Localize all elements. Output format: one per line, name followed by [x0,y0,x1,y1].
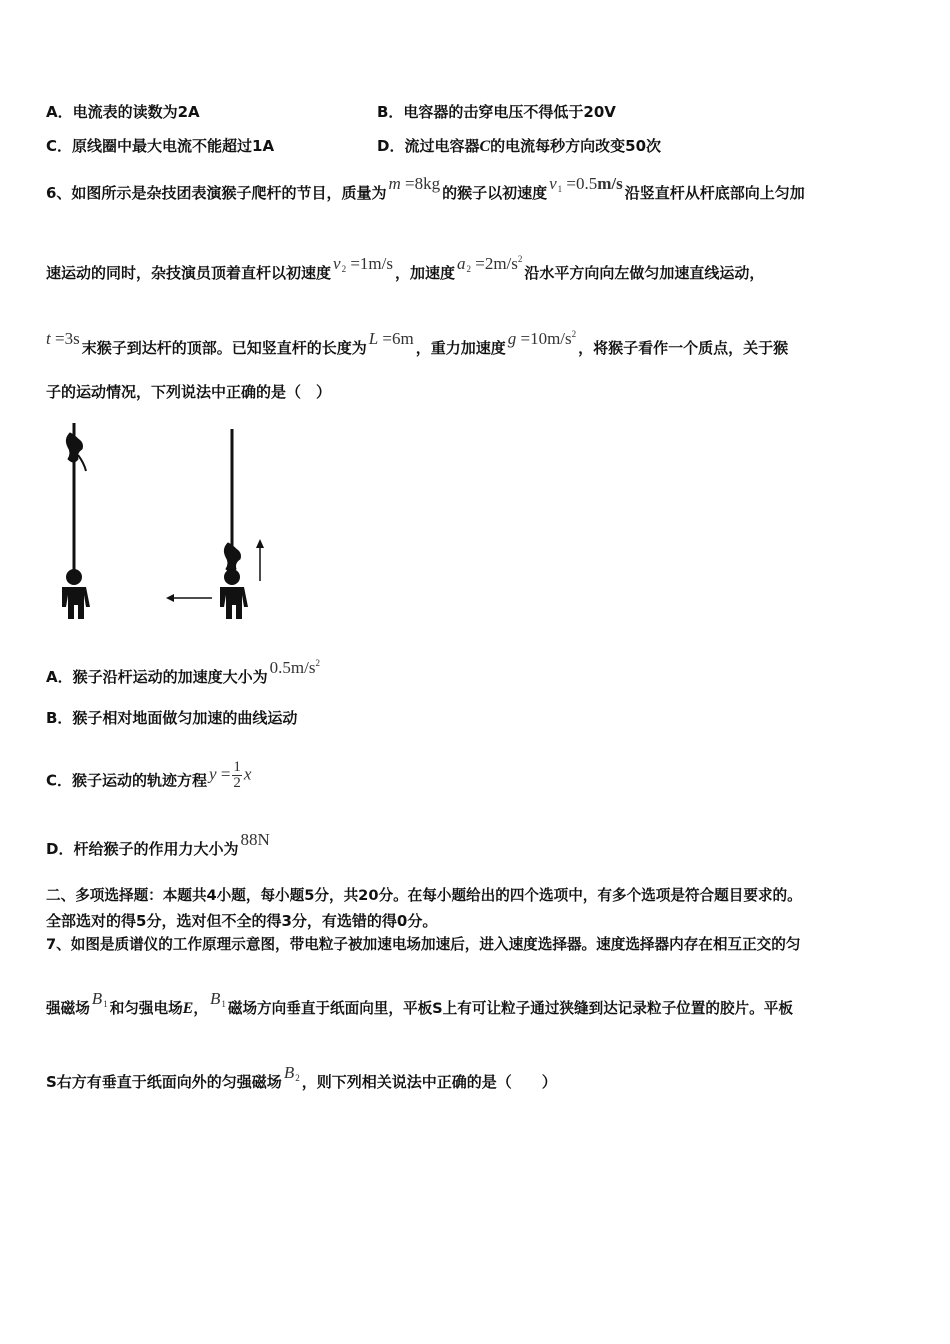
section2-header-line-2: 全部选对的得5分，选对但不全的得3分，有选错的得0分。 [46,912,438,930]
q7-e: E [182,1000,194,1017]
q6-text: ，加速度 [394,264,455,282]
right-scene [220,429,248,619]
q5-option-d-prefix: D．流过电容器 [377,137,480,155]
q7-b1: $B_1$ [91,989,108,1009]
q6-text: 沿水平方向向左做匀加速直线运动， [524,264,765,282]
q7-b1-repeat: $B_1$ [209,989,226,1009]
q6-text: 6、如图所示是杂技团表演猴子爬杆的节目，质量为 [46,184,387,202]
q6-stem-line-3 [46,329,789,358]
q6-text: 沿竖直杆从杆底部向上匀加 [624,184,805,202]
q6-length: L =6m [368,329,414,348]
q5-option-b: B．电容器的击穿电压不得低于20V [377,103,616,121]
monkey-pole-figure [40,415,280,625]
q6-option-b: B．猴子相对地面做匀加速的曲线运动 [46,709,298,727]
q6-stem-line-1 [46,174,805,208]
q5-option-d-var: C [479,138,491,155]
q6-time: t =3s [46,329,80,348]
q6-text: ，将猴子看作一个质点，关于猴 [578,339,789,357]
q5-option-c: C．原线圈中最大电流不能超过1A [46,137,275,155]
q6-option-d-value: 88N [240,830,270,849]
q6-text: ，重力加速度 [415,339,506,357]
q6-text: 末猴子到达杆的顶部。已知竖直杆的长度为 [81,339,367,357]
vertical-arrow [256,539,264,581]
q6-text: 速运动的同时，杂技演员顶着直杆以初速度 [46,264,332,282]
q7-stem-line-1: 7、如图是质谱仪的工作原理示意图，带电粒子被加速电场加速后，进入速度选择器。速度选择器内存在相互正交的匀 [46,936,801,953]
q5-option-d [377,136,661,157]
q6-stem-line-2 [46,254,765,288]
horizontal-arrow [166,594,212,602]
q7-b2: $B_2$ [283,1063,300,1083]
q6-option-d: D．杆给猴子的作用力大小为 88N [46,830,270,858]
left-scene [62,423,90,619]
q6-v2: $v_2 =1m/s$ [333,254,393,274]
q6-stem-line-4: 子的运动情况，下列说法中正确的是（ ） [46,383,332,401]
q7-stem-line-2: 强磁场$B_1$ 和匀强电场E，$B_1$ 磁场方向垂直于纸面向里，平板S上有可让粒子通过狭缝到达记录粒子位置的胶片。平板 [46,989,793,1017]
q6-option-c: C．猴子运动的轨迹方程 y = $\frac{1}{2}$ x [46,759,252,791]
q6-mass: m =8kg [388,174,441,193]
q6-gravity: $g =10m/s^2$ [507,329,577,348]
q6-a2: $a_2 =2m/s^2$ [456,254,523,274]
q6-option-c-equation: y = $\frac{1}{2}$ x [209,759,252,791]
q6-option-a-value: $0.5m/s^2$ [269,658,320,677]
q6-option-a: A．猴子沿杆运动的加速度大小为 $0.5m/s^2$ [46,662,322,687]
q5-option-d-suffix: 的电流每秒方向改变50次 [490,137,662,155]
q7-stem-line-3: S右方有垂直于纸面向外的匀强磁场 $B_2$ ，则下列相关说法中正确的是（ ） [46,1063,557,1091]
section2-header-line-1: 二、多项选择题：本题共4小题，每小题5分，共20分。在每小题给出的四个选项中，有多个选项是符合题目要求的。 [46,887,802,904]
q6-text: 的猴子以初速度 [442,184,548,202]
q6-v1: $v_1 =0.5m/s$ [549,174,623,194]
q5-option-a: A．电流表的读数为2A [46,103,200,121]
